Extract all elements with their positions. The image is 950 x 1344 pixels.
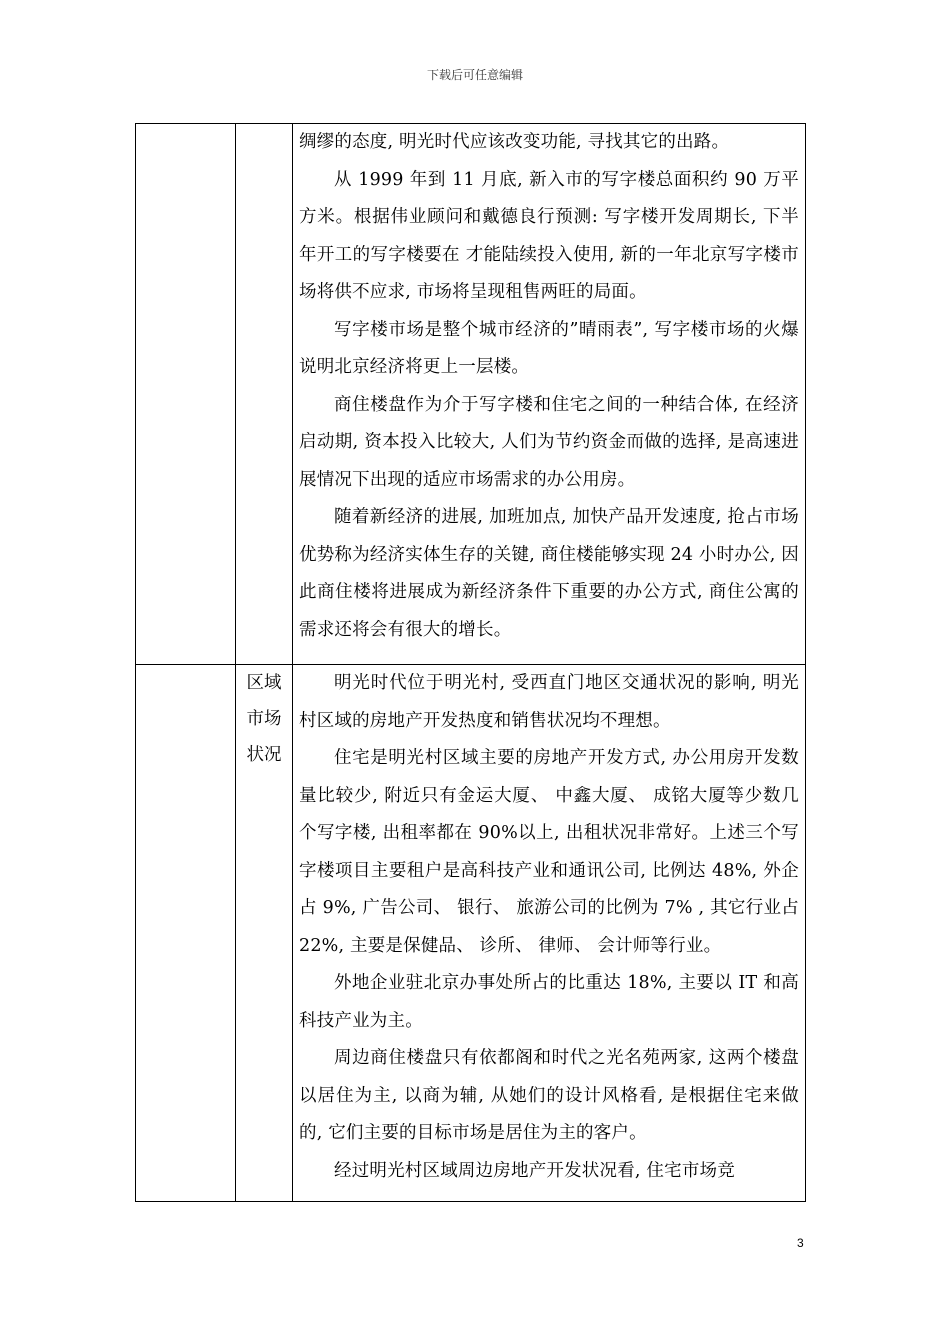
paragraph: 写字楼市场是整个城市经济的”晴雨表”, 写字楼市场的火爆说明北京经济将更上一层楼。 [299, 319, 799, 377]
page-number: 3 [797, 1236, 804, 1250]
paragraph: 商住楼盘作为介于写字楼和住宅之间的一种结合体, 在经济启动期, 资本投入比较大, 人们为节约资金而做的选择, 是高速进展情况下出现的适应市场需求的办公用房。 [299, 394, 799, 490]
section-label: 市场 [246, 709, 282, 729]
empty-cell [236, 124, 293, 665]
page-header: 下载后可任意编辑 [426, 68, 523, 82]
paragraph: 经过明光村区域周边房地产开发状况看, 住宅市场竞 [334, 1160, 735, 1181]
section-label: 区域 [246, 673, 282, 693]
paragraph: 随着新经济的进展, 加班加点, 加快产品开发速度, 抢占市场优势称为经济实体生存的关键, 商住楼能够实现 24 小时办公, 因此商住楼将进展成为新经济条件下重要的办公方式, 商住公寓的需求还将会有很大的增长。 [299, 507, 799, 640]
paragraph: 从 1999 年到 11 月底, 新入市的写字楼总面积约 90 万平方米。根据伟业顾问和戴德良行预测: 写字楼开发周期长, 下半年开工的写字楼要在 才能陆续投入使用, 新的一年北京写字楼市场将供不应求, 市场将呈现租售两旺的局面。 [299, 169, 799, 302]
document-table [135, 123, 806, 1202]
table-row [136, 665, 806, 1202]
paragraph: 绸缪的态度, 明光时代应该改变功能, 寻找其它的出路。 [299, 132, 730, 152]
paragraph: 住宅是明光村区域主要的房地产开发方式, 办公用房开发数量比较少, 附近只有金运大厦、 中鑫大厦、 成铭大厦等少数几个写字楼, 出租率都在 90%以上, 出租状况非常好。上述三个写字楼项目主要租户是高科技产业和通讯公司, 比例达 48%, 外企占 9%, 广告公司、 银行、 旅游公司的比例为 7% , 其它行业占 22%, 主要是保健品、 诊所、 律师、 会计师等行业。 [299, 748, 799, 956]
empty-cell [136, 124, 236, 665]
table-row [136, 124, 806, 665]
paragraph: 明光时代位于明光村, 受西直门地区交通状况的影响, 明光村区域的房地产开发热度和销售状况均不理想。 [299, 673, 799, 731]
section-label-cell [236, 665, 293, 1202]
content-cell [293, 124, 806, 665]
section-label: 状况 [246, 745, 282, 765]
paragraph: 周边商住楼盘只有依都阁和时代之光名苑两家, 这两个楼盘以居住为主, 以商为辅, 从她们的设计风格看, 是根据住宅来做的, 它们主要的目标市场是居住为主的客户。 [299, 1048, 799, 1143]
empty-cell [136, 665, 236, 1202]
content-cell [293, 665, 806, 1202]
paragraph: 外地企业驻北京办事处所占的比重达 18%, 主要以 IT 和高科技产业为主。 [299, 973, 799, 1031]
